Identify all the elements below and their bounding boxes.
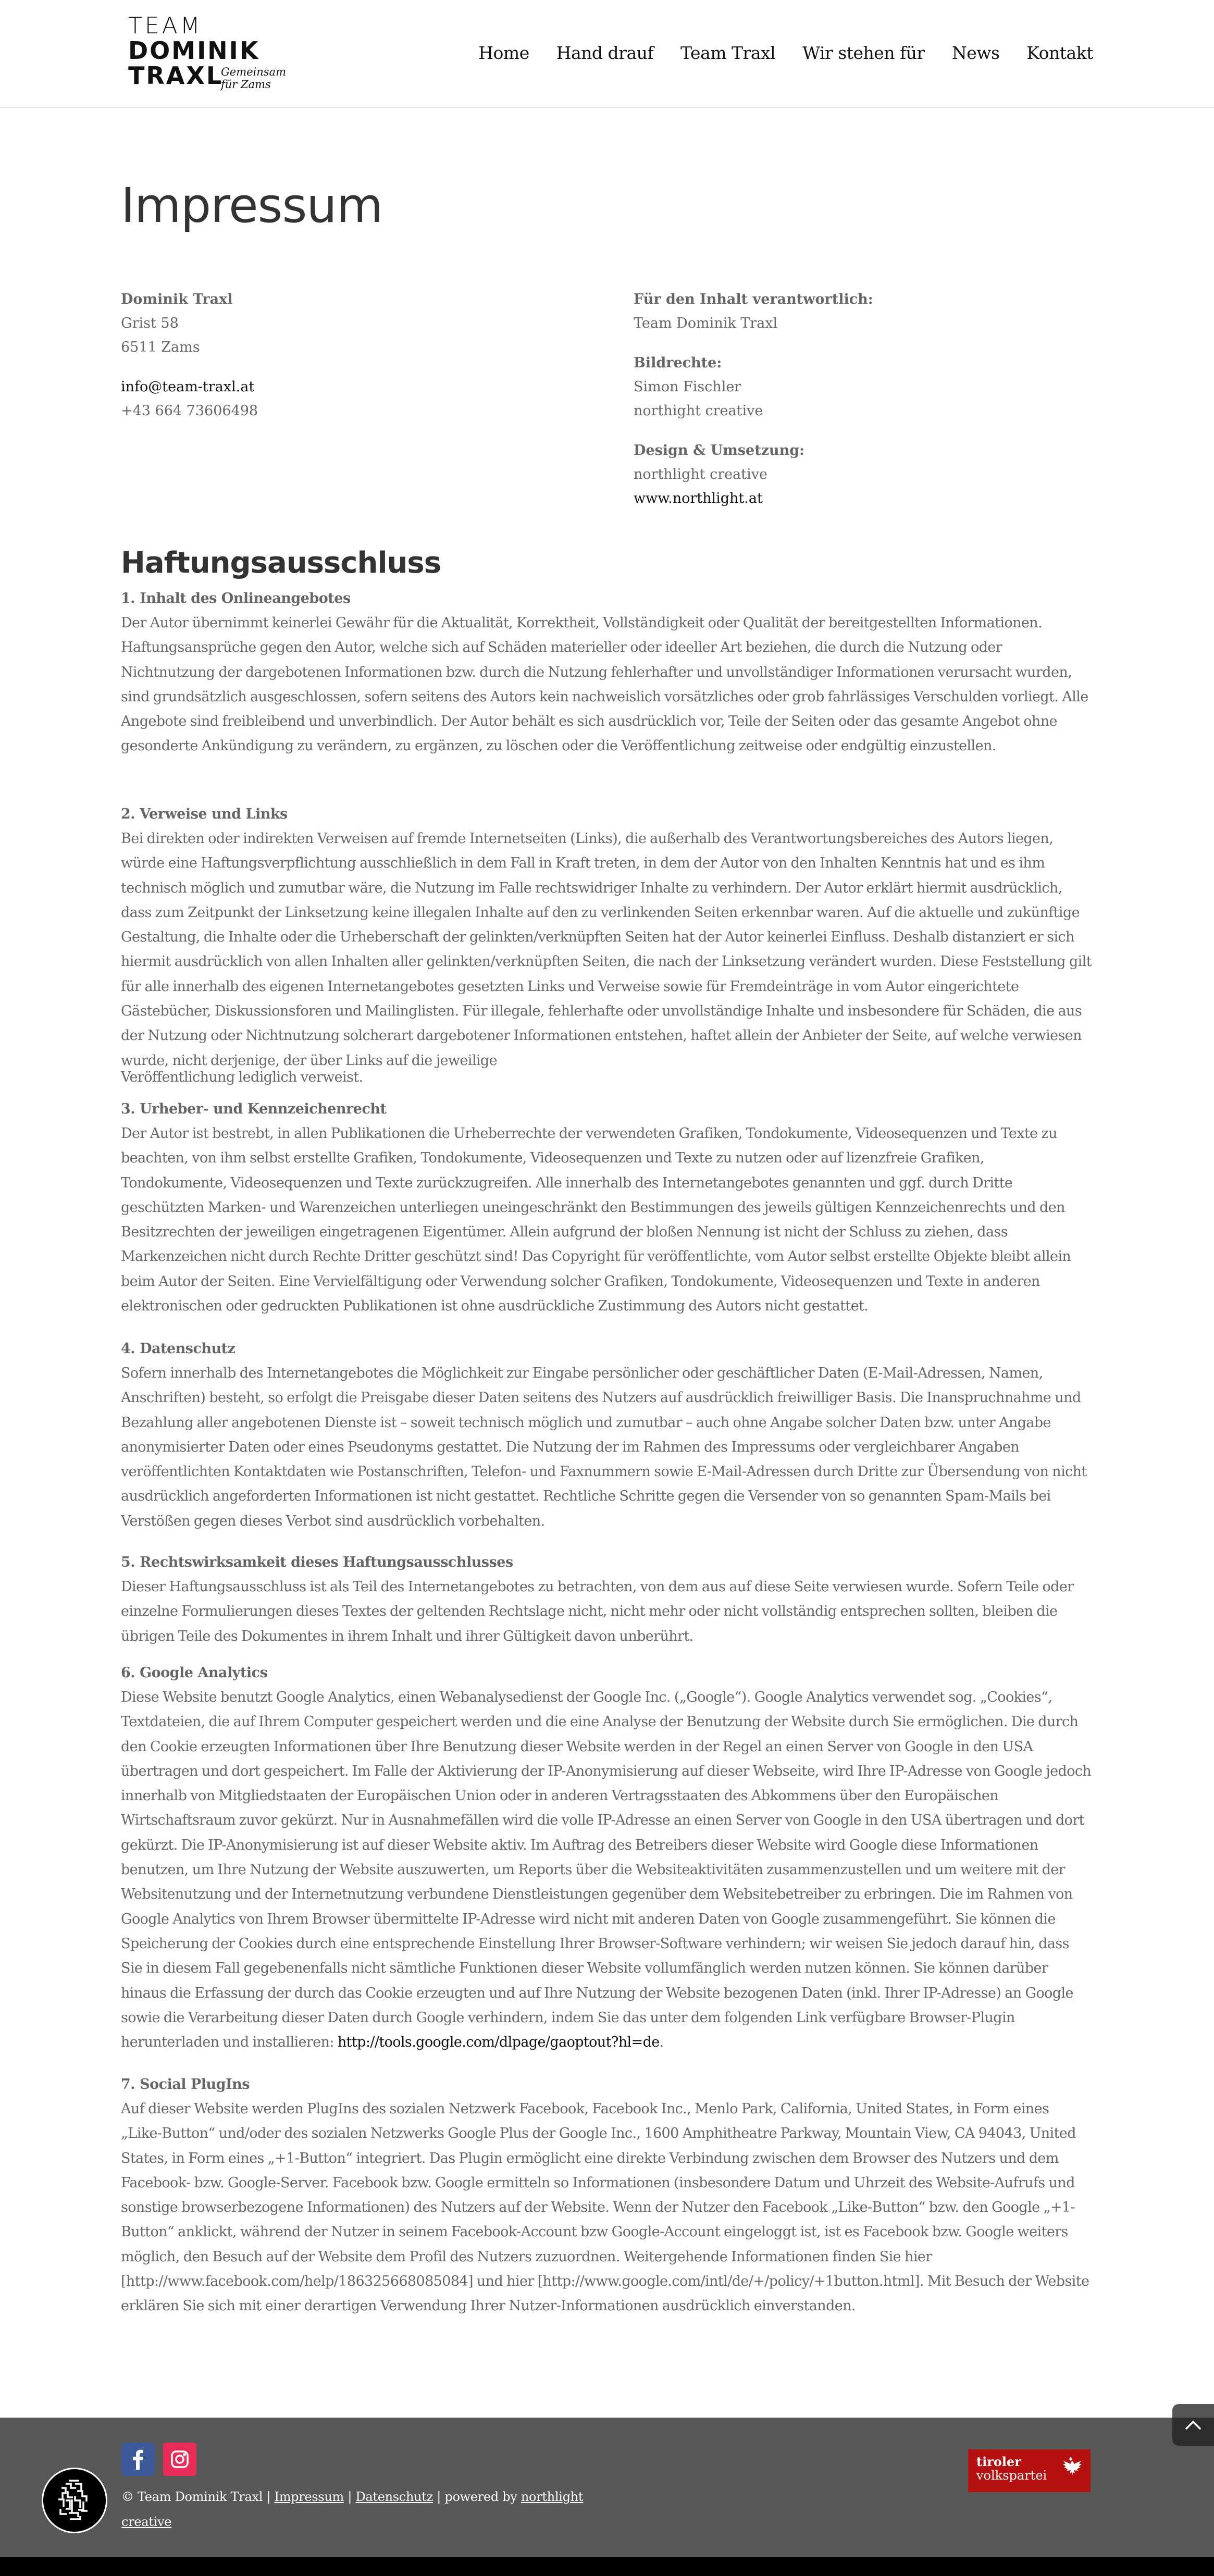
image-rights-1: Simon Fischler (634, 379, 741, 395)
nav-news[interactable]: News (951, 43, 1000, 63)
nav-home[interactable]: Home (478, 43, 529, 63)
contact-block (121, 288, 258, 423)
section-heading: 2. Verweise und Links (121, 806, 288, 822)
disclaimer-section-5 (121, 1551, 1093, 1649)
disclaimer-title: Haftungsausschluss (121, 546, 441, 580)
section-heading: 3. Urheber- und Kennzeichenrecht (121, 1101, 387, 1117)
contact-street: Grist 58 (121, 315, 179, 331)
section-heading: 5. Rechtswirksamkeit dieses Haftungsausschlusses (121, 1554, 513, 1570)
contact-name: Dominik Traxl (121, 291, 233, 307)
page-title: Impressum (121, 178, 383, 233)
disclaimer-section-1 (121, 587, 1093, 759)
design-label: Design & Umsetzung: (634, 442, 805, 459)
partner-line-1: tiroler (976, 2454, 1021, 2469)
section-body: Der Autor ist bestrebt, in allen Publikationen die Urheberrechte der verwendeten Grafiken, Tondokumente, Videosequenzen und Texte zu beachten, von ihm selbst erstellte Grafiken, Tondokumente, Videosequenzen und Texte zu nutzen oder auf lizenzfreie Grafiken, Tondokumente, Videosequenzen und Texte zurückzugreifen. Alle innerhalb des Internetangebotes genannten und ggf. durch Dritte geschützten Marken- und Warenzeichen unterliegen uneingeschränkt den Bestimmungen des jeweils gültigen Kennzeichenrechts und den Besitzrechten der jeweiligen eingetragenen Eigentümer. Allein aufgrund der bloßen Nennung ist nicht der Schluss zu ziehen, dass Markenzeichen nicht durch Rechte Dritter geschützt sind! Das Copyright für veröffentlichte, vom Autor selbst erstellte Objekte bleibt allein beim Autor der Seiten. Eine Vervielfältigung oder Verwendung solcher Grafiken, Tondokumente, Videosequenzen und Texte in anderen elektronischen oder gedruckten Publikationen ist ohne ausdrückliche Zustimmung des Autors nicht gestattet. (121, 1125, 1071, 1315)
site-header (0, 0, 1214, 108)
nav-wir-stehen-fuer[interactable]: Wir stehen für (802, 43, 925, 63)
responsible-value: Team Dominik Traxl (634, 315, 778, 331)
section-body: Bei direkten oder indirekten Verweisen auf fremde Internetseiten (Links), die außerhalb des Verantwortungsbereiches des Autors liegen, würde eine Haftungsverpflichtung ausschließlich in dem Fall in Kraft treten, in dem der Autor von den Inhalten Kenntnis hat und es ihm technisch möglich und zumutbar wäre, die Nutzung im Falle rechtswidriger Inhalte zu verhindern. Der Autor erklärt hiermit ausdrücklich, dass zum Zeitpunkt der Linksetzung keine illegalen Inhalte auf den zu verlinkenden Seiten erkennbar waren. Auf die aktuelle und zukünftige Gestaltung, die Inhalte oder die Urheberschaft der gelinkten/verknüpften Seiten hat der Autor keinerlei Einfluss. Deshalb distanziert er sich hiermit ausdrücklich von allen Inhalten aller gelinkten/verknüpften Seiten, die nach der Linksetzung verändert wurden. Diese Feststellung gilt für alle innerhalb des eigenen Internetangebotes gesetzten Links und Verweise sowie für Fremdeinträge in vom Autor eingerichtete Gästebücher, Diskussionsforen und Mailinglisten. Für illegale, fehlerhafte oder unvollständige Inhalte und insbesondere für Schäden, die aus der Nutzung oder Nichtnutzung solcherart dargebotener Informationen entstehen, haftet allein der Anbieter der Seite, auf welche verwiesen wurde, nicht derjenige, der über Links auf die jeweilige (121, 831, 1092, 1069)
section-heading: 1. Inhalt des Onlineangebotes (121, 590, 351, 606)
section-heading: 6. Google Analytics (121, 1665, 268, 1681)
section-body: Dieser Haftungsausschluss ist als Teil des Internetangebotes zu betrachten, von dem aus auf diese Seite verwiesen wurde. Sofern Teile oder einzelne Formulierungen dieses Textes der geltenden Rechtslage nicht, nicht mehr oder nicht vollständig entsprechen sollten, bleiben die übrigen Teile des Dokumentes in ihrem Inhalt und ihrer Gültigkeit davon unberührt. (121, 1579, 1074, 1644)
northlight-website-link[interactable]: www.northlight.at (634, 490, 763, 506)
image-rights-2: northight creative (634, 403, 763, 419)
section-body-clip (121, 826, 1093, 1079)
logo-line-traxl: TRAXL (128, 61, 224, 90)
section-body-text: Diese Website benutzt Google Analytics, einen Webanalysedienst der Google Inc. („Google“). Google Analytics verwendet sog. „Cookies“, Textdateien, die auf Ihrem Computer gespeichert werden und die eine Analyse der Benutzung der Website durch Sie ermöglichen. Die durch den Cookie erzeugten Informationen über Ihre Benutzung dieser Website werden in der Regel an einen Server von Google in den USA übertragen und dort gespeichert. Im Falle der Aktivierung der IP-Anonymisierung auf dieser Webseite, wird Ihre IP-Adresse von Google jedoch innerhalb von Mitgliedstaaten der Europäischen Union oder in anderen Vertragsstaaten des Abkommens über den Europäischen Wirtschaftsraum zuvor gekürzt. Nur in Ausnahmefällen wird die volle IP-Adresse an einen Server von Google in den USA übertragen und dort gekürzt. Die IP-Anonymisierung ist auf dieser Website aktiv. Im Auftrag des Betreibers dieser Website wird Google diese Informationen benutzen, um Ihre Nutzung der Website auszuwerten, um Reports über die Websiteaktivitäten zusammenzustellen und um weitere mit der Websitenutzung und der Internetnutzung verbundene Dienstleistungen gegenüber dem Websitebetreiber zu erbringen. Die im Rahmen von Google Analytics von Ihrem Browser übermittelte IP-Adresse wird nicht mit anderen Daten von Google zusammengeführt. Sie können die Speicherung der Cookies durch eine entsprechende Einstellung Ihrer Browser-Software verhindern; wir weisen Sie jedoch darauf hin, dass Sie in diesem Fall gegebenenfalls nicht sämtliche Funktionen dieser Website vollumfänglich werden nutzen können. Sie können darüber hinaus die Erfassung der durch das Cookie erzeugten und auf Ihre Nutzung der Website bezogenen Daten (inkl. Ihrer IP-Adresse) an Google sowie die Verarbeitung dieser Daten durch Google verhindern, indem Sie das unter dem folgenden Link verfügbare Browser-Plugin herunterladen und installieren: (121, 1689, 1092, 2051)
credits-block (634, 288, 873, 511)
instagram-icon (171, 2450, 189, 2468)
nav-team-traxl[interactable]: Team Traxl (680, 43, 776, 63)
tiroler-volkspartei-logo[interactable] (968, 2449, 1091, 2492)
section-body: Der Autor übernimmt keinerlei Gewähr für die Aktualität, Korrektheit, Vollständigkeit oder Qualität der bereitgestellten Informationen. Haftungsansprüche gegen den Autor, welche sich auf Schäden materieller oder ideeller Art beziehen, die durch die Nutzung oder Nichtnutzung der dargebotenen Informationen bzw. durch die Nutzung fehlerhafter und unvollständiger Informationen verursacht wurden, sind grundsätzlich ausgeschlossen, sofern seitens des Autors kein nachweislich vorsätzliches oder grob fahrlässiges Verschulden vorliegt. Alle Angebote sind freibleibend und unverbindlich. Der Autor behält es sich ausdrücklich vor, Teile der Seiten oder das gesamte Angebot ohne gesonderte Ankündigung zu verändern, zu ergänzen, zu löschen oder die Veröffentlichung zeitweise oder endgültig einzustellen. (121, 615, 1088, 754)
disclaimer-section-6 (121, 1661, 1093, 2054)
ga-optout-link[interactable]: http://tools.google.com/dlpage/gaoptout?hl=de (337, 2034, 660, 2051)
contact-phone: +43 664 73606498 (121, 403, 258, 419)
design-value: northlight creative (634, 466, 767, 482)
section-body-end: . (659, 2034, 664, 2051)
maze-logo-badge (42, 2468, 107, 2533)
scroll-to-top-button[interactable] (1172, 2404, 1214, 2446)
contact-city: 6511 Zams (121, 339, 200, 355)
disclaimer-section-4 (121, 1337, 1093, 1533)
nav-kontakt[interactable]: Kontakt (1026, 43, 1093, 63)
facebook-button[interactable] (121, 2443, 155, 2476)
disclaimer-section-7 (121, 2073, 1093, 2319)
image-rights-label: Bildrechte: (634, 355, 722, 371)
footer-northlight-link[interactable]: northlight creative (121, 2490, 584, 2529)
partner-line-2: volkspartei (976, 2468, 1047, 2483)
section-heading: 4. Datenschutz (121, 1341, 236, 1357)
contact-email-link[interactable]: info@team-traxl.at (121, 379, 255, 395)
section-body-tail: Veröffentlichung lediglich verweist. (121, 1069, 363, 1085)
facebook-icon (132, 2449, 144, 2470)
responsible-label: Für den Inhalt verantwortlich: (634, 291, 873, 307)
footer-copyright (121, 2484, 590, 2534)
maze-logo-icon (56, 2479, 93, 2522)
nav-hand-drauf[interactable]: Hand drauf (556, 43, 654, 63)
section-body: Auf dieser Website werden PlugIns des sozialen Netzwerk Facebook, Facebook Inc., Menlo Park, California, United States, in Form eines „Like-Button“ und/oder des sozialen Netzwerks Google Plus der Google Inc., 1600 Amphitheatre Parkway, Mountain View, CA 94043, United States, in Form eines „+1-Button“ integriert. Das Plugin ermöglicht eine direkte Verbindung zwischen dem Browser des Nutzers und dem Facebook- bzw. Google-Server. Facebook bzw. Google ermitteln so Informationen (insbesondere Datum und Uhrzeit des Website-Aufrufs und sonstige browserbezogene Informationen) des Nutzers auf der Website. Wenn der Nutzer den Facebook „Like-Button“ bzw. den Google „+1-Button“ anklickt, während der Nutzer in seinem Facebook-Account bzw Google-Account eingeloggt ist, ist es Facebook bzw. Google weiters möglich, den Besuch auf der Website dem Profil des Nutzers zuzuordnen. Weitergehende Informationen finden Sie hier [http://www.facebook.com/help/186325668085084] und hier [http://www.google.com/intl/de/+/policy/+1button.html]. Mit Besuch der Website erklären Sie sich mit einer derartigen Verwendung Ihrer Nutzer-Informationen ausdrücklich einverstanden. (121, 2101, 1089, 2314)
main-nav (478, 41, 1093, 66)
footer-datenschutz-link[interactable]: Datenschutz (355, 2490, 433, 2504)
logo-tagline (221, 66, 286, 91)
chevron-up-icon (1185, 2420, 1201, 2430)
footer-impressum-link[interactable]: Impressum (274, 2490, 344, 2504)
logo-tagline-2: für Zams (221, 78, 271, 91)
eagle-icon (1058, 2455, 1083, 2480)
logo-tagline-1: Gemeinsam (221, 66, 286, 78)
footer-bottom-bar (0, 2557, 1214, 2576)
section-heading: 7. Social PlugIns (121, 2076, 250, 2092)
logo-line-team: TEAM (128, 13, 203, 39)
disclaimer-section-2 (121, 802, 1093, 1089)
site-logo[interactable] (128, 14, 295, 97)
powered-by-text: | powered by (432, 2490, 521, 2504)
logo-line-dominik: DOMINIK (128, 36, 260, 65)
separator: | (343, 2490, 356, 2504)
section-body (121, 1685, 1093, 2054)
instagram-button[interactable] (163, 2443, 196, 2476)
section-body: Sofern innerhalb des Internetangebotes die Möglichkeit zur Eingabe persönlicher oder geschäftlicher Daten (E-Mail-Adressen, Namen, Anschriften) besteht, so erfolgt die Preisgabe dieser Daten seitens des Nutzers auf ausdrücklich freiwilliger Basis. Die Inanspruchnahme und Bezahlung aller angebotenen Dienste ist – soweit technisch möglich und zumutbar – auch ohne Angabe solcher Daten bzw. unter Angabe anonymisierter Daten oder eines Pseudonyms gestattet. Die Nutzung der im Rahmen des Impressums oder vergleichbarer Angaben veröffentlichten Kontaktdaten wie Postanschriften, Telefon- und Faxnummern sowie E-Mail-Adressen durch Dritte zur Übersendung von nicht ausdrücklich angeforderten Informationen ist nicht gestattet. Rechtliche Schritte gegen die Versender von so genannten Spam-Mails bei Verstößen gegen dieses Verbot sind ausdrücklich vorbehalten. (121, 1365, 1087, 1529)
copyright-text: © Team Dominik Traxl | (121, 2490, 275, 2504)
disclaimer-section-3 (121, 1097, 1093, 1318)
